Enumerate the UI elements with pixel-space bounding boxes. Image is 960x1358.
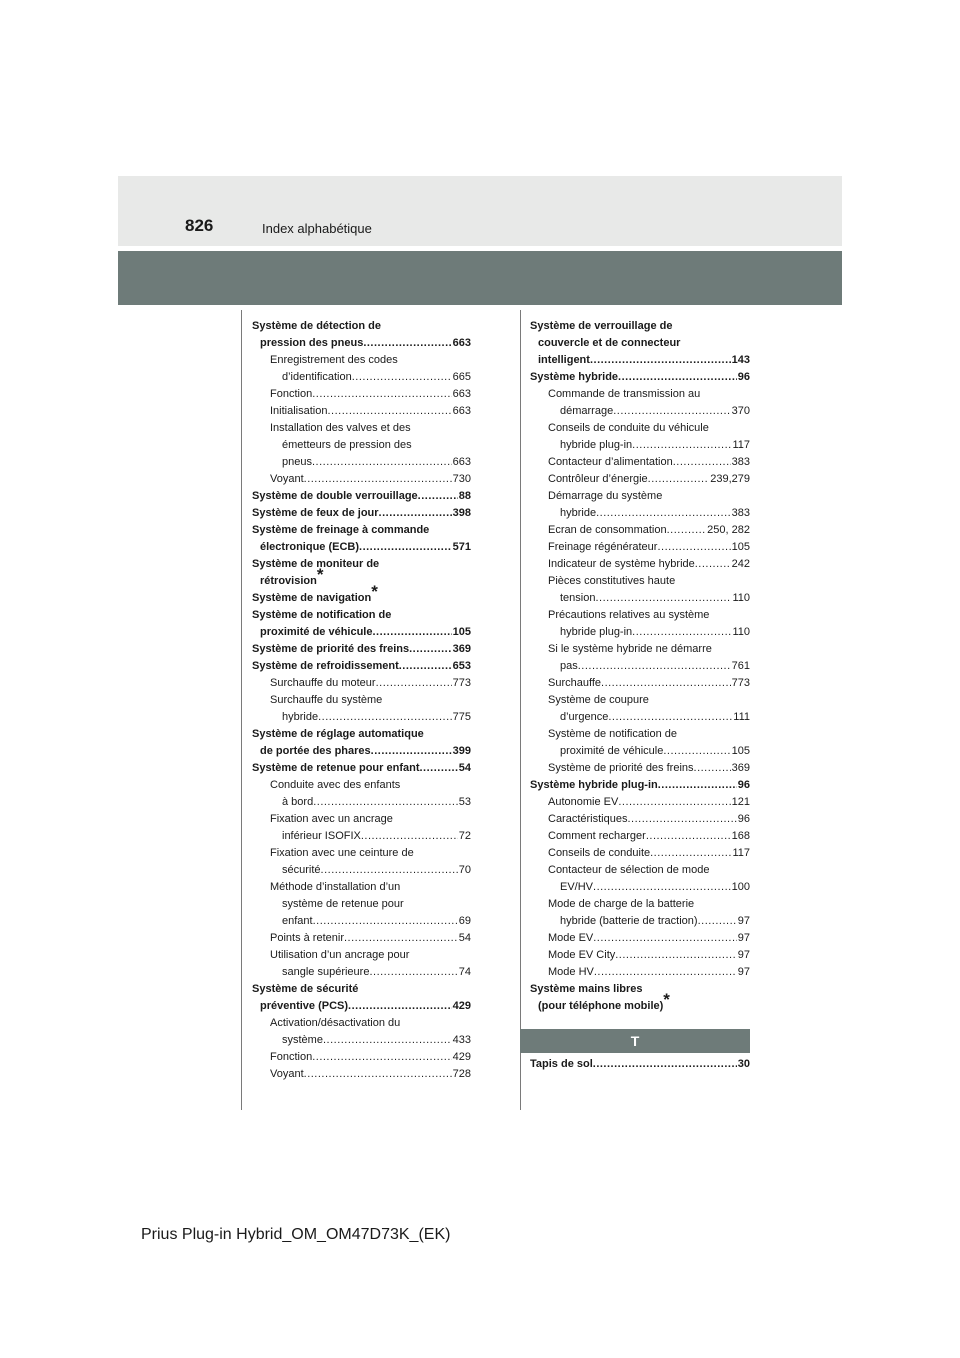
index-subentry — [270, 896, 471, 913]
entry-label: pression des pneus — [260, 337, 364, 349]
entry-page: 88 — [458, 490, 471, 502]
entry-page: 121 — [731, 796, 750, 808]
dot-leader — [418, 488, 458, 505]
dot-leader — [618, 794, 730, 811]
dot-leader — [632, 624, 731, 641]
index-entry — [252, 522, 471, 539]
entry-label: Système mains libres — [530, 983, 643, 995]
index-subentry — [270, 947, 471, 964]
index-subentry — [548, 862, 750, 879]
entry-label: hybride — [560, 507, 597, 519]
index-subentry[interactable] — [270, 675, 471, 692]
entry-label: démarrage — [560, 405, 614, 417]
dot-leader — [658, 777, 737, 794]
index-subentry[interactable] — [270, 369, 471, 386]
entry-page: 110 — [732, 626, 750, 638]
entry-page: 653 — [452, 660, 471, 672]
entry-page: 97 — [737, 949, 750, 961]
dot-leader — [613, 403, 730, 420]
entry-label: inférieur ISOFIX — [282, 830, 361, 842]
index-subentry[interactable] — [548, 590, 750, 607]
dot-leader — [420, 760, 458, 777]
dot-leader — [304, 471, 452, 488]
dot-leader — [318, 709, 452, 726]
index-entry[interactable] — [252, 335, 471, 352]
entry-page: 53 — [458, 796, 471, 808]
index-subentry — [548, 607, 750, 624]
entry-label: de portée des phares — [260, 745, 371, 757]
entry-label: Indicateur de système hybride — [548, 558, 695, 570]
dot-leader — [593, 1056, 737, 1073]
entry-label: Système de détection de — [252, 320, 381, 332]
entry-page: 168 — [731, 830, 750, 842]
entry-page: 429 — [452, 1000, 471, 1012]
dot-leader — [593, 930, 737, 947]
index-subentry — [270, 420, 471, 437]
index-subentry — [548, 420, 750, 437]
dot-leader — [361, 828, 458, 845]
dot-leader — [667, 522, 707, 539]
index-subentry[interactable] — [270, 828, 471, 845]
entry-page: 433 — [452, 1034, 471, 1046]
index-entry-tapis[interactable] — [530, 1056, 750, 1073]
index-subentry[interactable] — [270, 403, 471, 420]
entry-label: système de retenue pour — [282, 898, 404, 910]
entry-page: 110 — [732, 592, 750, 604]
entry-page: 399 — [452, 745, 471, 757]
entry-label: sangle supérieure — [282, 966, 370, 978]
index-entry[interactable] — [252, 743, 471, 760]
dot-leader — [615, 947, 737, 964]
entry-label: Surchauffe — [548, 677, 602, 689]
dot-leader — [313, 794, 458, 811]
index-subentry — [270, 692, 471, 709]
index-entry[interactable] — [530, 352, 750, 369]
entry-label: Précautions relatives au système — [548, 609, 710, 621]
index-column-left — [252, 318, 471, 1083]
entry-label: Système de sécurité — [252, 983, 359, 995]
entry-page: 97 — [737, 932, 750, 944]
entry-page: 665 — [452, 371, 471, 383]
entry-page: 96 — [737, 371, 750, 383]
entry-label: Autonomie EV — [548, 796, 619, 808]
index-subentry — [270, 437, 471, 454]
entry-page: 117 — [732, 439, 750, 451]
index-subentry — [548, 386, 750, 403]
index-entry[interactable] — [252, 488, 471, 505]
dot-leader — [594, 964, 737, 981]
index-subentry[interactable] — [548, 947, 750, 964]
entry-label: Utilisation d’un ancrage pour — [270, 949, 410, 961]
index-subentry — [270, 811, 471, 828]
dot-leader — [663, 743, 730, 760]
entry-page: 730 — [452, 473, 471, 485]
index-entry — [530, 990, 750, 1015]
index-entry — [252, 565, 471, 590]
index-subentry[interactable] — [270, 1066, 471, 1083]
index-entry — [252, 582, 471, 607]
header-bar — [118, 251, 842, 305]
index-subentry[interactable] — [548, 709, 750, 726]
entry-page: 250, 282 — [707, 524, 750, 536]
entry-label: Système de notification de — [252, 609, 392, 621]
entry-page: 571 — [452, 541, 471, 553]
entry-page: 242 — [731, 558, 750, 570]
entry-label: (pour téléphone mobile) — [538, 1000, 664, 1012]
entry-label: Système de coupure — [548, 694, 649, 706]
entry-label: Conduite avec des enfants — [270, 779, 401, 791]
index-subentry[interactable] — [548, 471, 750, 488]
entry-label: Méthode d’installation d’un — [270, 881, 401, 893]
index-subentry — [270, 1015, 471, 1032]
index-entry[interactable] — [530, 777, 750, 794]
entry-label: Caractéristiques — [548, 813, 628, 825]
entry-label: hybride plug-in — [560, 439, 633, 451]
index-subentry[interactable] — [270, 913, 471, 930]
entry-label: préventive (PCS) — [260, 1000, 349, 1012]
entry-label: Système de notification de — [548, 728, 678, 740]
entry-label: hybride — [282, 711, 319, 723]
entry-page: 96 — [737, 813, 750, 825]
entry-page: 370 — [731, 405, 750, 417]
entry-label: d’urgence — [560, 711, 609, 723]
dot-leader — [327, 403, 451, 420]
entry-label: Système de moniteur de — [252, 558, 380, 570]
entry-label: Freinage régénérateur — [548, 541, 658, 553]
entry-label: Système de refroidissement — [252, 660, 399, 672]
index-subentry — [270, 777, 471, 794]
dot-leader — [650, 845, 731, 862]
dot-leader — [344, 930, 458, 947]
dot-leader — [399, 658, 452, 675]
entry-page: 383 — [731, 507, 750, 519]
entry-page: 69 — [458, 915, 471, 927]
dot-leader — [648, 471, 710, 488]
entry-label: couvercle et de connecteur — [538, 337, 681, 349]
dot-leader — [578, 658, 731, 675]
index-subentry[interactable] — [548, 454, 750, 471]
index-entry — [252, 981, 471, 998]
index-subentry — [548, 896, 750, 913]
index-subentry[interactable] — [270, 454, 471, 471]
dot-leader — [673, 454, 731, 471]
entry-label: hybride plug-in — [560, 626, 633, 638]
index-subentry[interactable] — [548, 811, 750, 828]
entry-label: Système de priorité des freins — [252, 643, 410, 655]
entry-page: 369 — [731, 762, 750, 774]
entry-page: 97 — [737, 915, 750, 927]
index-entry[interactable] — [252, 624, 471, 641]
entry-label: émetteurs de pression des — [282, 439, 412, 451]
index-subentry[interactable] — [548, 675, 750, 692]
entry-label: pas — [560, 660, 578, 672]
index-entry[interactable] — [252, 539, 471, 556]
index-subentry[interactable] — [270, 1032, 471, 1049]
entry-label: Si le système hybride ne démarre — [548, 643, 712, 655]
entry-label: Surchauffe du moteur — [270, 677, 376, 689]
entry-label: Système de freinage à commande — [252, 524, 430, 536]
entry-label: Démarrage du système — [548, 490, 663, 502]
entry-page: 728 — [452, 1068, 471, 1080]
entry-page: 239,279 — [710, 473, 750, 485]
entry-label: Système de feux de jour — [252, 507, 379, 519]
entry-label: Tapis de sol — [530, 1058, 593, 1070]
page-number: 826 — [185, 216, 214, 235]
dot-leader — [596, 505, 731, 522]
index-subentry[interactable] — [548, 556, 750, 573]
entry-label: Conseils de conduite — [548, 847, 651, 859]
entry-label: Mode HV — [548, 966, 594, 978]
entry-label: Fonction — [270, 1051, 313, 1063]
entry-page: 663 — [452, 405, 471, 417]
entry-page: 369 — [452, 643, 471, 655]
entry-page: 105 — [731, 541, 750, 553]
footer-document-id: Prius Plug-in Hybrid_OM_OM47D73K_(EK) — [141, 1226, 451, 1243]
entry-label: d’identification — [282, 371, 352, 383]
entry-label: Système de retenue pour enfant — [252, 762, 420, 774]
dot-leader — [595, 590, 731, 607]
asterisk-icon: * — [316, 565, 324, 584]
index-subentry[interactable] — [548, 743, 750, 760]
index-subentry — [548, 692, 750, 709]
entry-page: 663 — [452, 456, 471, 468]
dot-leader — [618, 369, 737, 386]
entry-label: Système de navigation — [252, 592, 372, 604]
dot-leader — [363, 335, 451, 352]
index-subentry — [270, 845, 471, 862]
entry-label: Fixation avec une ceinture de — [270, 847, 414, 859]
dot-leader — [695, 556, 731, 573]
entry-label: sécurité — [282, 864, 321, 876]
section-title: Index alphabétique — [262, 221, 372, 236]
index-subentry[interactable] — [548, 828, 750, 845]
entry-label: système — [282, 1034, 323, 1046]
entry-page: 663 — [452, 337, 471, 349]
entry-label: Ecran de consommation — [548, 524, 667, 536]
entry-page: 54 — [458, 932, 471, 944]
dot-leader — [348, 998, 452, 1015]
entry-label: Mode de charge de la batterie — [548, 898, 695, 910]
dot-leader — [359, 539, 452, 556]
index-entry[interactable] — [530, 369, 750, 386]
dot-leader — [321, 862, 458, 879]
index-subentry[interactable] — [548, 879, 750, 896]
entry-label: à bord — [282, 796, 314, 808]
dot-leader — [312, 386, 451, 403]
index-subentry[interactable] — [548, 505, 750, 522]
entry-label: Système hybride plug-in — [530, 779, 658, 791]
dot-leader — [657, 539, 730, 556]
entry-label: intelligent — [538, 354, 590, 366]
asterisk-icon: * — [663, 990, 670, 1009]
index-subentry — [548, 573, 750, 590]
entry-label: Fixation avec un ancrage — [270, 813, 393, 825]
entry-label: Système de double verrouillage — [252, 490, 418, 502]
index-subentry[interactable] — [270, 964, 471, 981]
entry-label: proximité de véhicule — [560, 745, 664, 757]
dot-leader — [593, 879, 731, 896]
dot-leader — [590, 352, 731, 369]
dot-leader — [698, 913, 737, 930]
entry-label: Système de réglage automatique — [252, 728, 424, 740]
index-subentry[interactable] — [548, 403, 750, 420]
entry-label: Système de priorité des freins — [548, 762, 694, 774]
index-subentry — [548, 641, 750, 658]
entry-page: 54 — [458, 762, 471, 774]
entry-page: 398 — [452, 507, 471, 519]
index-subentry[interactable] — [548, 794, 750, 811]
index-entry[interactable] — [252, 658, 471, 675]
dot-leader — [646, 828, 731, 845]
dot-leader — [608, 709, 732, 726]
dot-leader — [352, 369, 452, 386]
entry-label: Contrôleur d’énergie — [548, 473, 648, 485]
entry-page: 74 — [458, 966, 471, 978]
entry-page: 383 — [731, 456, 750, 468]
entry-label: Surchauffe du système — [270, 694, 383, 706]
index-subentry[interactable] — [548, 522, 750, 539]
index-subentry[interactable] — [270, 1049, 471, 1066]
dot-leader — [601, 675, 731, 692]
entry-label: électronique (ECB) — [260, 541, 360, 553]
entry-label: rétrovision — [260, 575, 317, 587]
entry-label: Comment recharger — [548, 830, 646, 842]
letter-heading-t: T — [520, 1029, 750, 1053]
entry-page: 105 — [731, 745, 750, 757]
header-band — [118, 176, 842, 246]
entry-page: 143 — [731, 354, 750, 366]
entry-label: Contacteur d’alimentation — [548, 456, 673, 468]
index-subentry — [548, 726, 750, 743]
entry-label: enfant — [282, 915, 313, 927]
dot-leader — [409, 641, 452, 658]
dot-leader — [627, 811, 736, 828]
entry-label: Points à retenir — [270, 932, 344, 944]
entry-label: Mode EV City — [548, 949, 616, 961]
index-entry — [252, 726, 471, 743]
entry-label: Système de verrouillage de — [530, 320, 673, 332]
dot-leader — [372, 624, 451, 641]
column-divider-middle — [520, 310, 521, 1110]
dot-leader — [304, 1066, 452, 1083]
entry-label: Initialisation — [270, 405, 328, 417]
entry-page: 773 — [731, 677, 750, 689]
entry-label: Voyant — [270, 473, 304, 485]
entry-label: Contacteur de sélection de mode — [548, 864, 710, 876]
index-subentry — [270, 352, 471, 369]
entry-page: 72 — [458, 830, 471, 842]
index-subentry[interactable] — [270, 471, 471, 488]
index-subentry[interactable] — [270, 709, 471, 726]
index-entry[interactable] — [252, 505, 471, 522]
entry-label: Commande de transmission au — [548, 388, 701, 400]
index-subentry[interactable] — [548, 760, 750, 777]
entry-page: 97 — [737, 966, 750, 978]
index-entry — [252, 607, 471, 624]
entry-label: Conseils de conduite du véhicule — [548, 422, 709, 434]
entry-label: tension — [560, 592, 596, 604]
column-divider-left — [241, 310, 242, 1110]
entry-page: 100 — [731, 881, 750, 893]
entry-page: 30 — [737, 1058, 750, 1070]
entry-page: 775 — [452, 711, 471, 723]
index-subentry[interactable] — [548, 539, 750, 556]
index-column-right — [530, 318, 750, 1015]
entry-page: 105 — [452, 626, 471, 638]
entry-page: 429 — [452, 1051, 471, 1063]
entry-page: 773 — [452, 677, 471, 689]
index-entry — [530, 335, 750, 352]
index-subentry[interactable] — [270, 930, 471, 947]
dot-leader — [376, 675, 452, 692]
index-entry — [530, 318, 750, 335]
entry-label: Système hybride — [530, 371, 619, 383]
index-subentry[interactable] — [548, 845, 750, 862]
index-entry[interactable] — [252, 760, 471, 777]
entry-label: proximité de véhicule — [260, 626, 373, 638]
index-subentry[interactable] — [270, 794, 471, 811]
dot-leader — [379, 505, 452, 522]
entry-label: Mode EV — [548, 932, 594, 944]
entry-label: Voyant — [270, 1068, 304, 1080]
dot-leader — [371, 743, 452, 760]
index-subentry[interactable] — [548, 658, 750, 675]
entry-page: 761 — [731, 660, 750, 672]
dot-leader — [312, 454, 452, 471]
entry-label: Fonction — [270, 388, 313, 400]
entry-page: 663 — [452, 388, 471, 400]
entry-label: Pièces constitutives haute — [548, 575, 676, 587]
index-subentry[interactable] — [548, 624, 750, 641]
entry-label: hybride (batterie de traction) — [560, 915, 698, 927]
entry-page: 117 — [732, 847, 750, 859]
dot-leader — [369, 964, 457, 981]
asterisk-icon: * — [371, 582, 378, 601]
index-subentry[interactable] — [548, 930, 750, 947]
entry-page: 96 — [737, 779, 750, 791]
index-subentry[interactable] — [548, 437, 750, 454]
index-entry[interactable] — [252, 998, 471, 1015]
entry-page: 70 — [458, 864, 471, 876]
index-entry — [530, 981, 750, 998]
entry-label: EV/HV — [560, 881, 594, 893]
entry-label: Installation des valves et des — [270, 422, 411, 434]
index-subentry — [270, 879, 471, 896]
index-subentry[interactable] — [270, 386, 471, 403]
index-subentry[interactable] — [548, 913, 750, 930]
index-subentry[interactable] — [548, 964, 750, 981]
index-subentry — [548, 488, 750, 505]
dot-leader — [323, 1032, 452, 1049]
index-entry[interactable] — [252, 641, 471, 658]
index-entry — [252, 318, 471, 335]
dot-leader — [313, 913, 458, 930]
dot-leader — [632, 437, 731, 454]
entry-label: pneus — [282, 456, 312, 468]
entry-page: 111 — [733, 711, 750, 723]
dot-leader — [312, 1049, 451, 1066]
entry-label: Enregistrement des codes — [270, 354, 398, 366]
dot-leader — [694, 760, 731, 777]
index-entry — [252, 556, 471, 573]
index-subentry[interactable] — [270, 862, 471, 879]
entry-label: Activation/désactivation du — [270, 1017, 401, 1029]
